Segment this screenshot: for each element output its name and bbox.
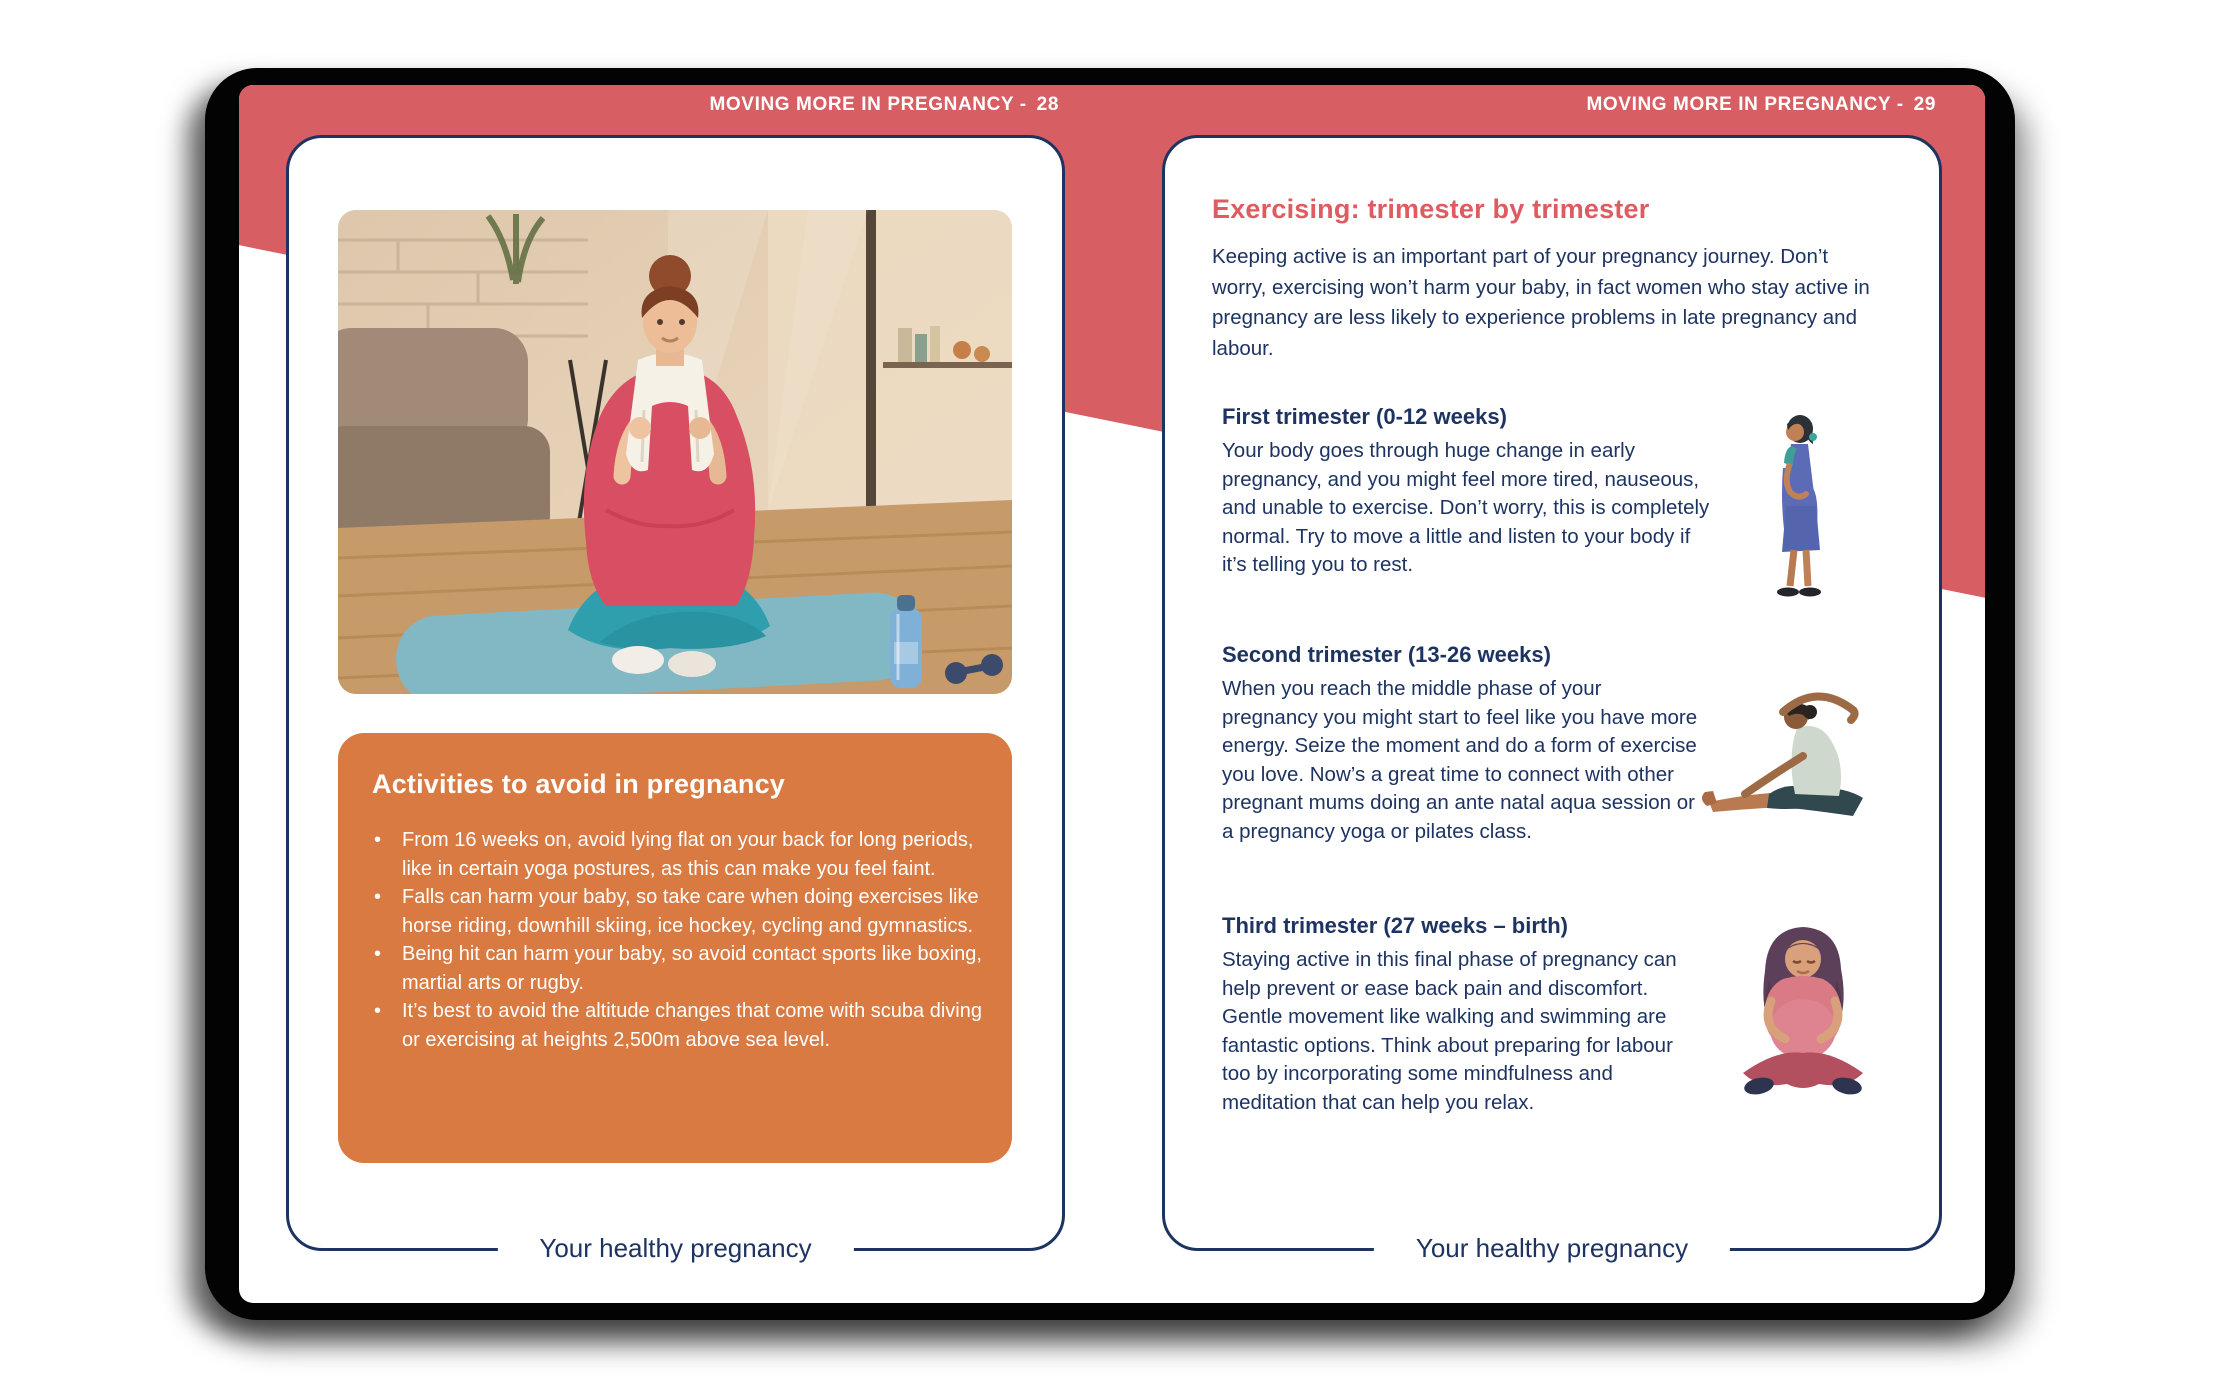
section-second-trimester [1222,642,1700,847]
second-trimester-body: When you reach the middle phase of your pregnancy you might start to feel like you have more energy. Seize the moment and do a form of exercise you love. Now’s a great time to connect with other pregnant mums doing an ante natal aqua session or a pregnancy yoga or pilates class. [1222,677,1698,843]
exercise-photo [338,210,1012,694]
third-trimester-heading: Third trimester (27 weeks – birth) [1222,913,1568,938]
left-page-card [286,135,1065,1263]
avoid-bullet: • Falls can harm your baby, so take care when doing exercises like horse riding, downhill skiing, ice hockey, cycling and gymnastics. [372,883,988,940]
avoid-bullet: • Being hit can harm your baby, so avoid contact sports like boxing, martial arts or rugby. [372,940,988,997]
avoid-bullet: • It’s best to avoid the altitude changes that come with scuba diving or exercising at heights 2,500m above sea level. [372,997,988,1054]
right-header-title: MOVING MORE IN PREGNANCY - [1586,94,1904,115]
section-first-trimester [1222,404,1714,580]
standing-pregnant-woman-illustration [1769,408,1831,605]
avoid-box-list [372,826,988,1054]
right-page-intro: Keeping active is an important part of your pregnancy journey. Don’t worry, exercising won’t harm your baby, in fact women who stay active in pregnancy are less likely to experience problems in late pregnancy and labour. [1212,245,1870,360]
third-trimester-body: Staying active in this final phase of pregnancy can help prevent or ease back pain and discomfort. Gentle movement like walking and swimming are fantastic options. Think about preparing for labour too by incorporating some mindfulness and meditation that can help you relax. [1222,948,1677,1114]
avoid-bullet: • From 16 weeks on, avoid lying flat on your back for long periods, like in certain yoga postures, as this can make you feel faint. [372,826,988,883]
left-page-footer: Your healthy pregnancy [497,1229,853,1267]
avoid-box-title: Activities to avoid in pregnancy [372,769,785,799]
right-page-number: 29 [1913,94,1936,115]
activities-to-avoid-box [338,733,1012,1163]
section-third-trimester [1222,913,1688,1118]
side-stretch-woman-illustration [1699,690,1889,831]
first-trimester-body: Your body goes through huge change in early pregnancy, and you might feel more tired, nauseous, and unable to exercise. Don’t worry, this is completely normal. Try to move a little and listen to your body if it’s telling you to rest. [1222,439,1710,577]
right-page-card [1162,135,1942,1263]
second-trimester-heading: Second trimester (13-26 weeks) [1222,642,1551,667]
first-trimester-heading: First trimester (0-12 weeks) [1222,404,1507,429]
meditating-pregnant-woman-illustration [1725,921,1883,1112]
exercise-photo-graphic [338,210,1012,694]
right-page-running-header [1586,94,1936,116]
left-header-title: MOVING MORE IN PREGNANCY - [709,94,1027,115]
booklet-spread [239,85,1985,1303]
left-page-running-header [709,94,1059,116]
left-page-number: 28 [1036,94,1059,115]
tablet-frame [205,68,2015,1320]
right-page-title: Exercising: trimester by trimester [1212,194,1650,224]
right-page-footer: Your healthy pregnancy [1374,1229,1730,1267]
